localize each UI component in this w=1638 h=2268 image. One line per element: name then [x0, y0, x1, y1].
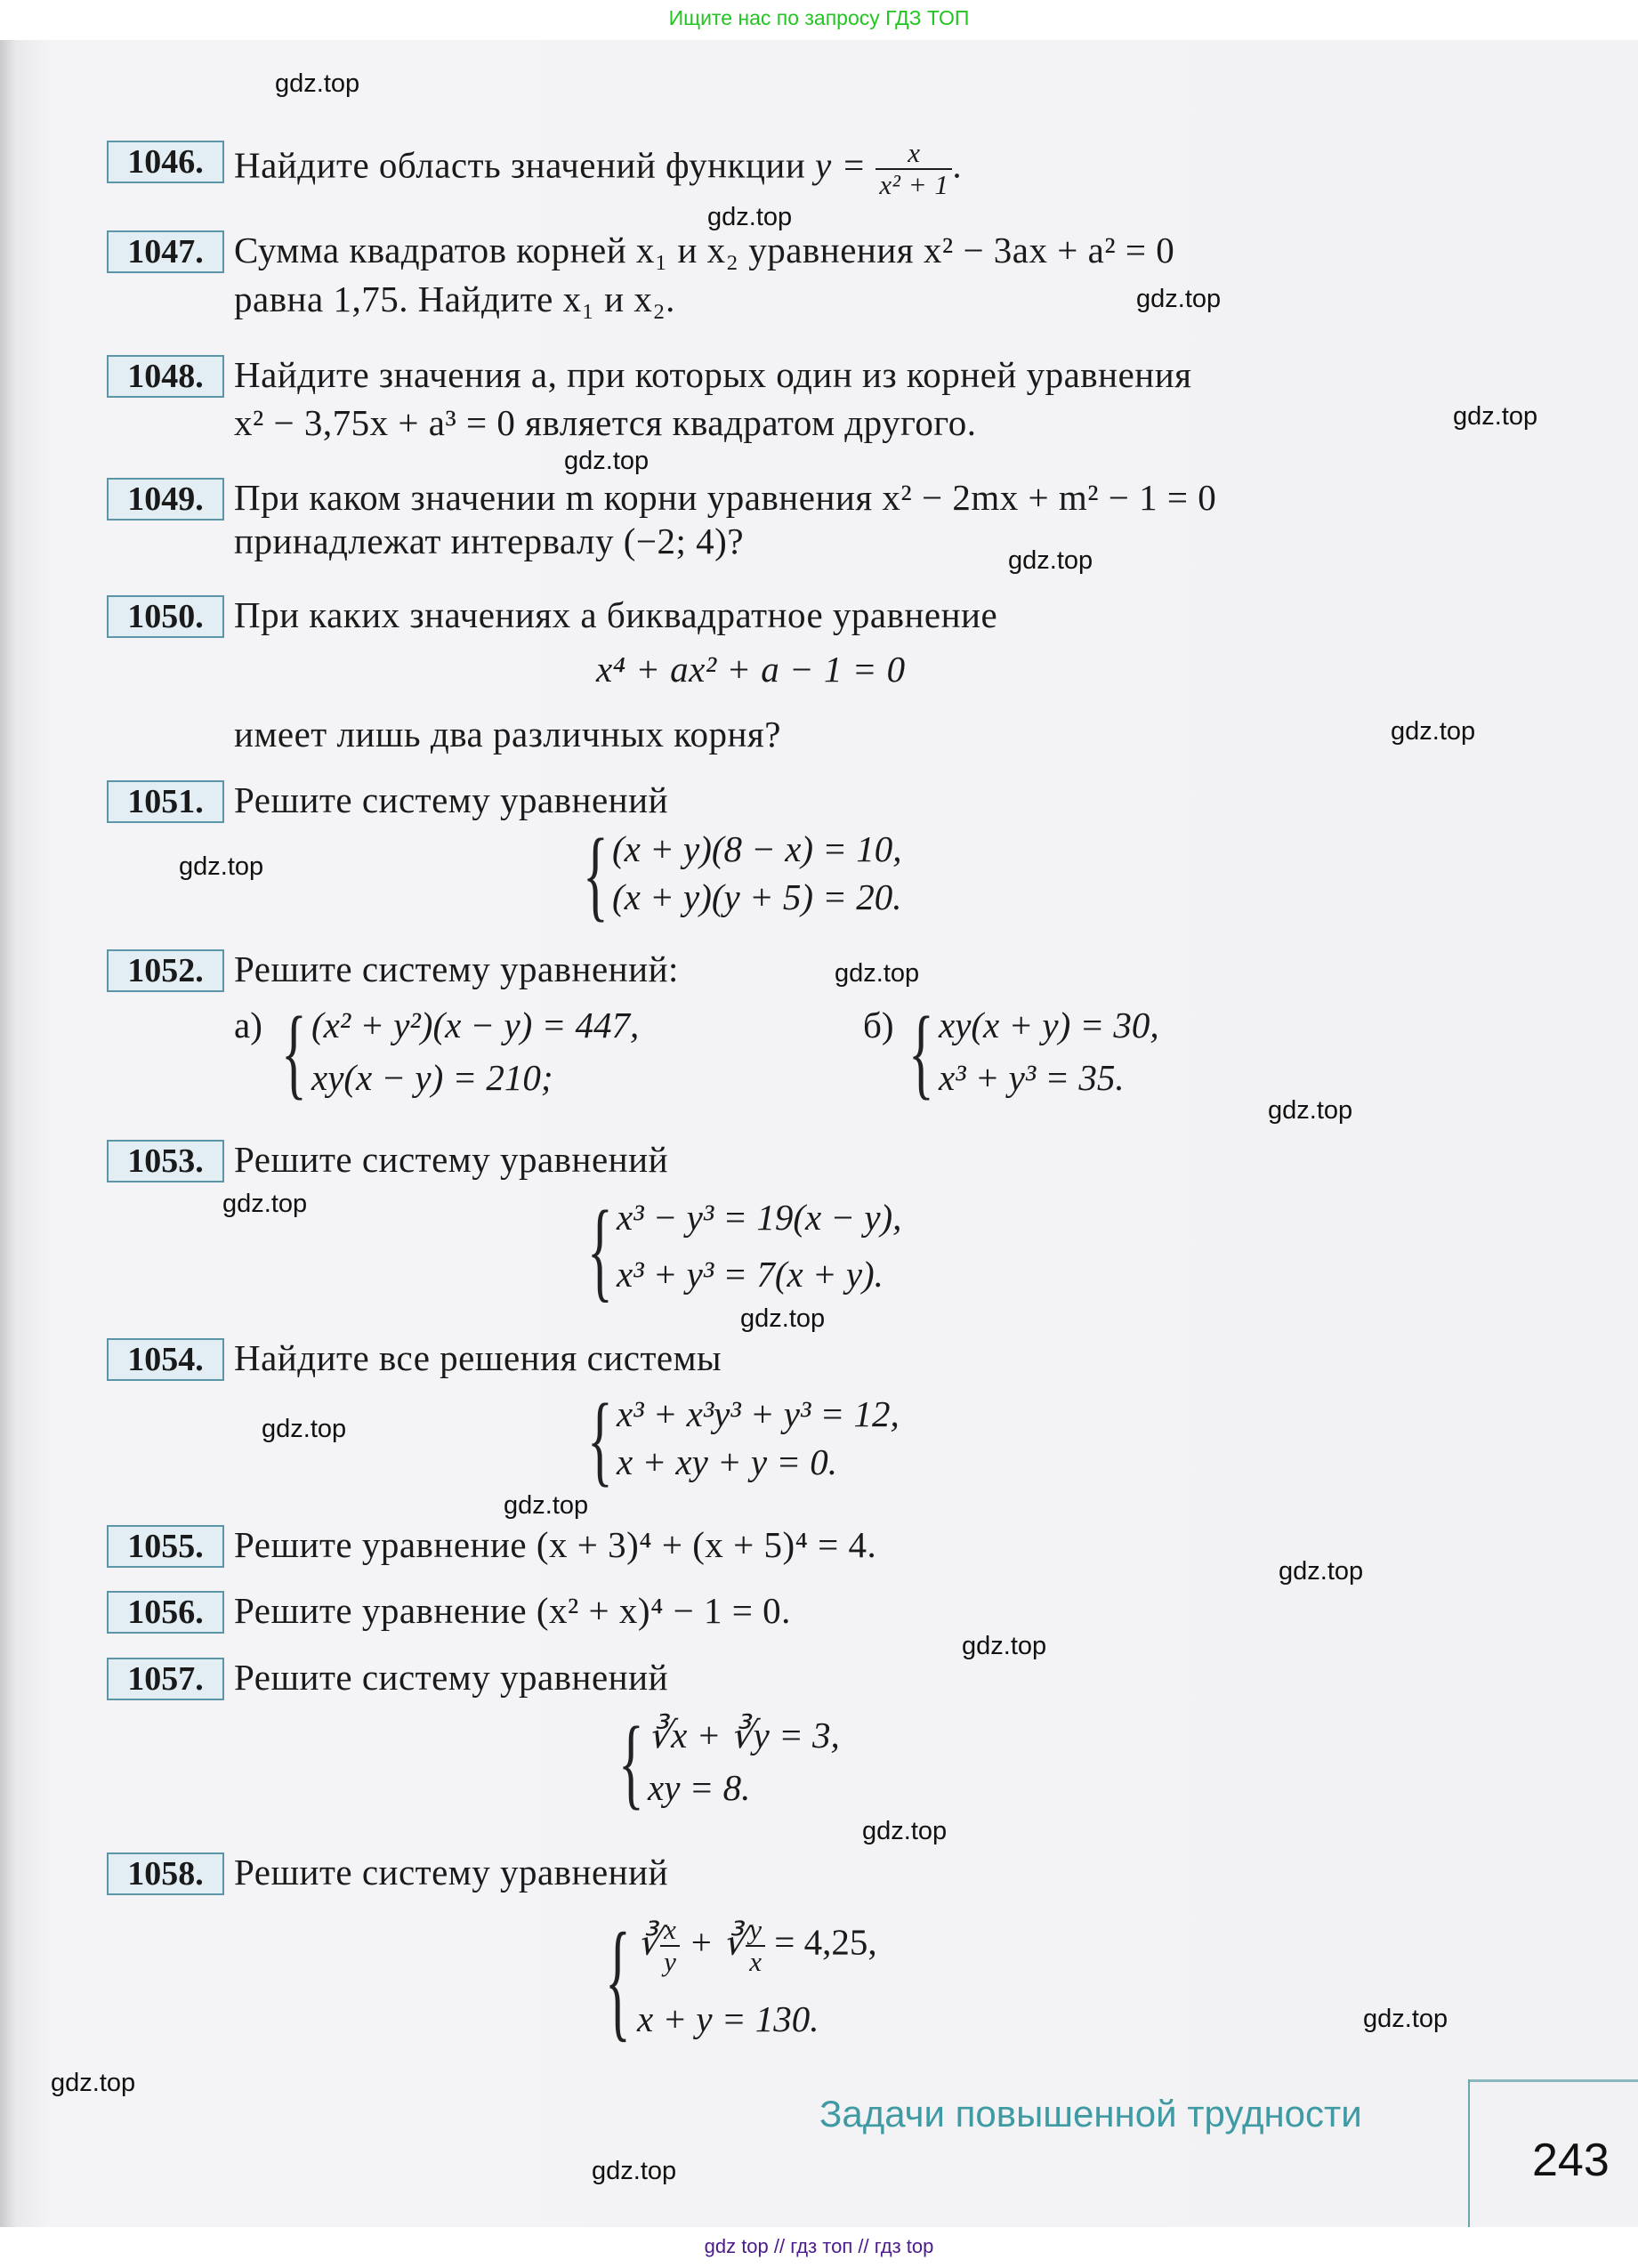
- problem-number: 1048.: [107, 355, 224, 398]
- problem-text: Решите систему уравнений: [234, 779, 669, 820]
- numerator: x: [660, 1915, 680, 1947]
- problem-text: x² − 3,75x + a³ = 0 является квадратом другого.: [234, 402, 977, 443]
- top-banner-text: Ищите нас по запросу ГДЗ ТОП: [668, 6, 970, 29]
- problem-number: 1052.: [107, 949, 224, 992]
- system-equation: xy(x + y) = 30,: [939, 1005, 1159, 1045]
- cube-root-sign: ∛: [722, 1921, 746, 1963]
- problem-number: 1050.: [107, 595, 224, 638]
- system-equation: x³ + x³y³ + y³ = 12,: [617, 1393, 900, 1434]
- watermark: gdz.top: [740, 1304, 826, 1333]
- system-equation: x + y = 130.: [637, 1998, 819, 2039]
- numerator: x: [875, 138, 952, 170]
- watermark: gdz.top: [51, 2069, 136, 2097]
- system-equation: xy = 8.: [648, 1767, 751, 1808]
- problem-text: Решите уравнение (x + 3)⁴ + (x + 5)⁴ = 4.: [234, 1524, 877, 1565]
- problem-text: Сумма квадратов корней x₁ и x₂ уравнения x² − 3ax + a² = 0: [234, 230, 1175, 270]
- system-brace: {: [583, 819, 609, 931]
- problem-text: [234, 137, 963, 200]
- part-label: а): [234, 1005, 262, 1045]
- footer-divider: [1468, 2079, 1470, 2227]
- problem-number: 1046.: [107, 141, 224, 183]
- bottom-banner-text: gdz top // гдз топ // гдз top: [704, 2235, 934, 2257]
- watermark: gdz.top: [179, 852, 264, 881]
- watermark: gdz.top: [262, 1415, 347, 1443]
- watermark: gdz.top: [1363, 2005, 1448, 2033]
- system-brace: {: [587, 1188, 613, 1312]
- system-brace: {: [908, 997, 934, 1109]
- footer-divider: [1468, 2079, 1638, 2082]
- system-equation: (x + y)(y + 5) = 20.: [612, 876, 902, 917]
- problem-text: Решите систему уравнений: [234, 1139, 669, 1180]
- problem-text: Найдите значения a, при которых один из корней уравнения: [234, 354, 1192, 395]
- system-equation: (x + y)(8 − x) = 10,: [612, 828, 902, 869]
- system-brace: {: [587, 1384, 613, 1496]
- numerator: y: [746, 1915, 765, 1947]
- watermark: gdz.top: [1136, 285, 1222, 313]
- problem-number: 1053.: [107, 1140, 224, 1182]
- fraction: [746, 1915, 765, 1977]
- problem-number: 1055.: [107, 1525, 224, 1568]
- problem-number: 1054.: [107, 1338, 224, 1381]
- watermark: gdz.top: [862, 1817, 948, 1845]
- problem-text: принадлежат интервалу (−2; 4)?: [234, 521, 745, 561]
- problem-text: При каких значениях a биквадратное уравнение: [234, 594, 998, 635]
- watermark: gdz.top: [962, 1632, 1047, 1660]
- system-equation: x³ + y³ = 35.: [939, 1057, 1125, 1098]
- watermark: gdz.top: [1268, 1096, 1353, 1125]
- cube-root-sign: ∛: [637, 1921, 661, 1963]
- system-brace: {: [605, 1906, 631, 2054]
- system-equation: xy(x − y) = 210;: [311, 1057, 553, 1098]
- watermark: gdz.top: [1008, 546, 1093, 575]
- fraction: [875, 138, 952, 200]
- watermark: gdz.top: [564, 447, 650, 475]
- problem-text: Решите систему уравнений:: [234, 948, 679, 989]
- system-equation: [637, 1915, 877, 1977]
- watermark: gdz.top: [835, 959, 920, 988]
- denominator: x: [749, 1946, 762, 1977]
- watermark: gdz.top: [222, 1190, 308, 1218]
- part-label: б): [863, 1005, 894, 1045]
- system-equation: x + xy + y = 0.: [617, 1441, 838, 1482]
- watermark: gdz.top: [1279, 1557, 1364, 1586]
- system-equation: x³ + y³ = 7(x + y).: [617, 1254, 884, 1295]
- watermark: gdz.top: [707, 203, 793, 231]
- denominator: y: [664, 1946, 676, 1977]
- problem-text: равна 1,75. Найдите x₁ и x₂.: [234, 278, 675, 319]
- problem-text: Решите систему уравнений: [234, 1852, 669, 1893]
- problem-text: имеет лишь два различных корня?: [234, 714, 781, 755]
- problem-number: 1057.: [107, 1658, 224, 1700]
- page-number: 243: [1532, 2135, 1610, 2186]
- problem-number: 1056.: [107, 1591, 224, 1634]
- watermark: gdz.top: [592, 2157, 677, 2185]
- watermark: gdz.top: [1453, 402, 1538, 431]
- watermark: gdz.top: [504, 1491, 589, 1520]
- punct: .: [952, 144, 963, 186]
- formula: y =: [815, 144, 876, 186]
- problem-text: Найдите все решения системы: [234, 1337, 722, 1378]
- problem-text: Решите уравнение (x² + x)⁴ − 1 = 0.: [234, 1590, 791, 1631]
- problem-number: 1058.: [107, 1852, 224, 1895]
- problem-number: 1049.: [107, 478, 224, 521]
- fraction: [660, 1915, 680, 1977]
- bottom-banner: [0, 2227, 1638, 2268]
- problem-text: Решите систему уравнений: [234, 1657, 669, 1698]
- section-title: Задачи повышенной трудности: [819, 2093, 1362, 2135]
- operator: +: [679, 1921, 723, 1963]
- problem-number: 1047.: [107, 230, 224, 273]
- watermark: gdz.top: [1391, 717, 1476, 746]
- system-equation: ∛x + ∛y = 3,: [648, 1715, 840, 1755]
- equation: x⁴ + ax² + a − 1 = 0: [596, 649, 906, 690]
- top-banner: [0, 0, 1638, 40]
- watermark: gdz.top: [275, 69, 360, 98]
- system-equation: x³ − y³ = 19(x − y),: [617, 1197, 902, 1238]
- problem-number: 1051.: [107, 780, 224, 823]
- system-brace: {: [281, 997, 307, 1109]
- denominator: x² + 1: [879, 169, 949, 200]
- system-equation: (x² + y²)(x − y) = 447,: [311, 1005, 640, 1045]
- equation-rhs: = 4,25,: [764, 1921, 877, 1963]
- problem-text: При каком значении m корни уравнения x² − 2mx + m² − 1 = 0: [234, 477, 1217, 518]
- problem-text-part: Найдите область значений функции: [234, 144, 816, 186]
- system-brace: {: [618, 1707, 644, 1819]
